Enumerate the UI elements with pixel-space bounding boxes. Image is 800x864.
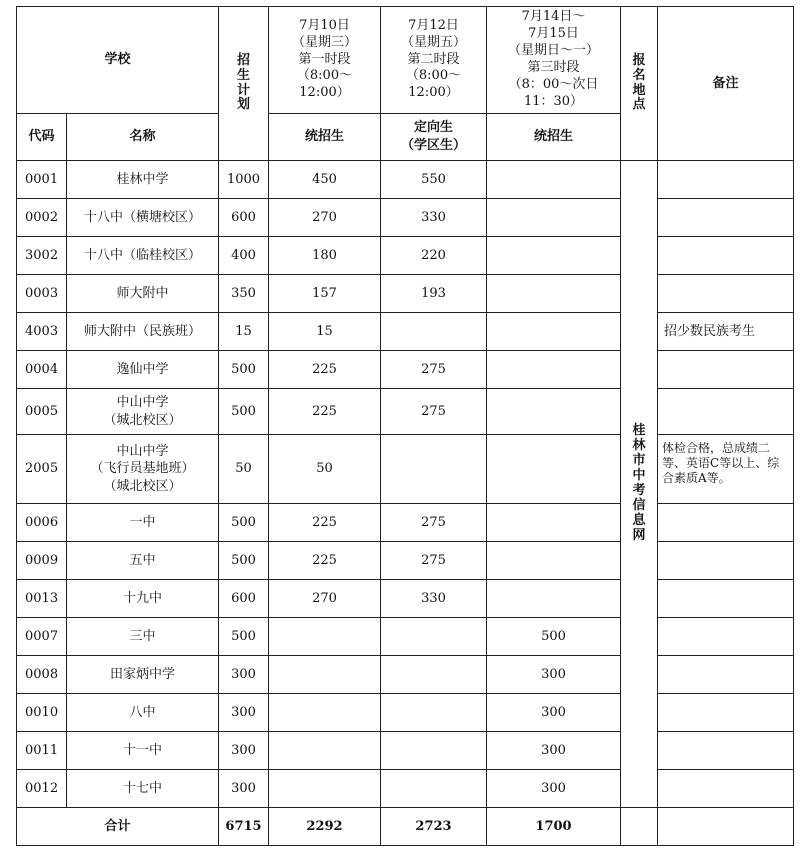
- period-3-value: [487, 542, 621, 580]
- period-2-value: 550: [381, 161, 487, 199]
- school-name: [67, 770, 219, 808]
- school-name-line: 桂林中学: [116, 171, 169, 187]
- remark: [658, 580, 794, 618]
- registration-place-char: 市: [632, 453, 646, 469]
- plan-value: 500: [219, 389, 269, 435]
- table-row: [17, 770, 794, 808]
- registration-place-char: 信: [632, 497, 646, 513]
- remark: [658, 161, 794, 199]
- period-2-value: [381, 618, 487, 656]
- header-place-char: 名: [632, 67, 646, 83]
- header-period-1-line: 12:00）: [299, 85, 350, 101]
- table-row: [17, 435, 794, 504]
- school-name-line: 十七中: [123, 780, 163, 796]
- header-period-1-line: （星期三）: [292, 34, 358, 50]
- header-period-2-line: 7月12日: [408, 17, 459, 33]
- table-row: [17, 656, 794, 694]
- period-3-value: [487, 161, 621, 199]
- total-label: 合计: [17, 808, 219, 846]
- period-1-value: 50: [269, 435, 381, 504]
- period-1-value: 157: [269, 275, 381, 313]
- school-name: [67, 656, 219, 694]
- header-period-3: [487, 7, 621, 114]
- period-2-value: [381, 313, 487, 351]
- registration-place-char: 中: [632, 468, 646, 484]
- header-period-1-line: （8:00～: [296, 68, 353, 84]
- table-row: [17, 275, 794, 313]
- remark: [658, 694, 794, 732]
- school-code: 3002: [17, 237, 67, 275]
- header-period-3-line: 7月14日～: [521, 9, 586, 25]
- total-row: [17, 808, 794, 846]
- school-name: [67, 732, 219, 770]
- table-row: [17, 351, 794, 389]
- table-row: [17, 504, 794, 542]
- plan-value: 500: [219, 351, 269, 389]
- header-plan-char: 计: [237, 82, 251, 98]
- header-plan-char: 招: [237, 52, 251, 68]
- school-name: [67, 275, 219, 313]
- school-code: 2005: [17, 435, 67, 504]
- table-row: [17, 199, 794, 237]
- plan-value: 300: [219, 732, 269, 770]
- remark: [658, 770, 794, 808]
- school-name-line: 十一中: [123, 742, 163, 758]
- school-code: 0002: [17, 199, 67, 237]
- period-1-value: [269, 656, 381, 694]
- header-place-char: 点: [632, 97, 646, 113]
- registration-place-char: 网: [632, 527, 646, 543]
- remark: [658, 237, 794, 275]
- school-code: 0005: [17, 389, 67, 435]
- school-name: [67, 161, 219, 199]
- remark: [658, 504, 794, 542]
- remark: [658, 389, 794, 435]
- total-period-3: 1700: [487, 808, 621, 846]
- header-sub-2: [381, 114, 487, 161]
- period-3-value: 300: [487, 694, 621, 732]
- table-row: [17, 313, 794, 351]
- school-code: 4003: [17, 313, 67, 351]
- period-3-value: 500: [487, 618, 621, 656]
- school-code: 0008: [17, 656, 67, 694]
- school-name: [67, 542, 219, 580]
- period-2-value: 193: [381, 275, 487, 313]
- header-code: 代码: [17, 114, 67, 161]
- period-3-value: [487, 351, 621, 389]
- remark: [658, 199, 794, 237]
- registration-place-char: 考: [632, 483, 646, 498]
- plan-value: 15: [219, 313, 269, 351]
- header-period-2-line: （8:00～: [405, 68, 462, 84]
- period-1-value: 270: [269, 199, 381, 237]
- table-row: [17, 580, 794, 618]
- plan-value: 600: [219, 199, 269, 237]
- header-period-3-line: 7月15日: [528, 26, 579, 42]
- remark: [658, 732, 794, 770]
- plan-value: 600: [219, 580, 269, 618]
- header-period-3-line: 11：30）: [523, 93, 584, 109]
- period-1-value: 225: [269, 504, 381, 542]
- school-name-line: 三中: [129, 628, 156, 644]
- school-name-line: 十八中（临桂校区）: [84, 247, 202, 263]
- school-name: [67, 504, 219, 542]
- school-name-line: 师大附中: [116, 285, 169, 301]
- table-row: [17, 542, 794, 580]
- school-name: [67, 351, 219, 389]
- remark: [658, 656, 794, 694]
- period-2-value: 275: [381, 504, 487, 542]
- plan-value: 300: [219, 656, 269, 694]
- school-code: 0011: [17, 732, 67, 770]
- school-name: [67, 435, 219, 504]
- school-code: 0003: [17, 275, 67, 313]
- total-period-2: 2723: [381, 808, 487, 846]
- school-name: [67, 580, 219, 618]
- period-3-value: 300: [487, 656, 621, 694]
- remark: [658, 542, 794, 580]
- registration-place: [621, 161, 658, 808]
- plan-value: 350: [219, 275, 269, 313]
- period-3-value: [487, 504, 621, 542]
- school-name-line: 十九中: [123, 590, 163, 606]
- header-period-1-line: 第一时段: [298, 51, 351, 67]
- header-sub-2-line: （学区生）: [401, 138, 467, 153]
- period-1-value: [269, 694, 381, 732]
- header-sub-2-line: 定向生: [414, 120, 454, 136]
- total-place: [621, 808, 658, 846]
- school-name-line: 师大附中（民族班）: [84, 323, 202, 339]
- period-2-value: [381, 656, 487, 694]
- school-name-line: （飞行员基地班）: [90, 461, 195, 477]
- remark: 招少数民族考生: [658, 313, 794, 351]
- period-2-value: 275: [381, 389, 487, 435]
- period-3-value: [487, 313, 621, 351]
- header-period-2-line: 第二时段: [407, 51, 460, 67]
- period-2-value: 330: [381, 199, 487, 237]
- plan-value: 50: [219, 435, 269, 504]
- header-plan: [219, 7, 269, 161]
- header-place-char: 报: [632, 52, 646, 68]
- period-2-value: 220: [381, 237, 487, 275]
- school-name: [67, 199, 219, 237]
- header-place: [621, 7, 658, 161]
- period-3-value: [487, 389, 621, 435]
- period-1-value: 225: [269, 542, 381, 580]
- school-code: 0007: [17, 618, 67, 656]
- total-plan: 6715: [219, 808, 269, 846]
- header-plan-char: 划: [237, 97, 251, 113]
- school-code: 0004: [17, 351, 67, 389]
- header-plan-char: 生: [237, 67, 251, 83]
- total-period-1: 2292: [269, 808, 381, 846]
- plan-value: 500: [219, 542, 269, 580]
- remark: [658, 275, 794, 313]
- school-name: [67, 389, 219, 435]
- header-period-2: [381, 7, 487, 114]
- school-name: [67, 618, 219, 656]
- plan-value: 400: [219, 237, 269, 275]
- period-2-value: [381, 732, 487, 770]
- school-name-line: 中山中学: [116, 443, 169, 459]
- period-1-value: [269, 618, 381, 656]
- period-1-value: 450: [269, 161, 381, 199]
- period-3-value: [487, 580, 621, 618]
- school-code: 0006: [17, 504, 67, 542]
- period-3-value: [487, 237, 621, 275]
- remark: 体检合格，总成绩二等、英语C等以上、综合素质A等。: [658, 435, 794, 504]
- period-1-value: 15: [269, 313, 381, 351]
- header-period-3-line: （8：00～次日: [508, 76, 599, 92]
- period-2-value: [381, 694, 487, 732]
- table-row: [17, 161, 794, 199]
- school-name-line: 中山中学: [116, 394, 169, 410]
- period-2-value: [381, 435, 487, 504]
- school-name-line: 八中: [129, 704, 156, 720]
- header-sub-1: 统招生: [269, 114, 381, 161]
- period-1-value: [269, 732, 381, 770]
- school-name-line: 一中: [129, 514, 156, 530]
- enrollment-table: [16, 6, 794, 846]
- table-row: [17, 237, 794, 275]
- plan-value: 500: [219, 504, 269, 542]
- school-name-line: 逸仙中学: [116, 361, 169, 377]
- school-code: 0001: [17, 161, 67, 199]
- header-period-2-line: （星期五）: [401, 34, 467, 50]
- school-name: [67, 237, 219, 275]
- period-3-value: 300: [487, 732, 621, 770]
- period-2-value: [381, 770, 487, 808]
- header-name: 名称: [67, 114, 219, 161]
- school-name: [67, 694, 219, 732]
- remark: [658, 351, 794, 389]
- table-row: [17, 618, 794, 656]
- header-period-3-line: 第三时段: [527, 60, 580, 75]
- registration-place-char: 林: [632, 438, 646, 454]
- table-row: [17, 694, 794, 732]
- plan-value: 1000: [219, 161, 269, 199]
- period-3-value: [487, 199, 621, 237]
- period-3-value: [487, 275, 621, 313]
- remark: [658, 618, 794, 656]
- period-1-value: 225: [269, 351, 381, 389]
- school-code: 0013: [17, 580, 67, 618]
- header-period-3-line: （星期日～一）: [508, 43, 600, 59]
- header-period-1: [269, 7, 381, 114]
- school-name-line: 十八中（横塘校区）: [84, 209, 202, 225]
- period-1-value: [269, 770, 381, 808]
- header-period-2-line: 12:00）: [408, 85, 459, 101]
- school-code: 0010: [17, 694, 67, 732]
- period-2-value: 330: [381, 580, 487, 618]
- header-school: 学校: [17, 7, 219, 114]
- school-name-line: （城北校区）: [103, 478, 182, 494]
- period-1-value: 225: [269, 389, 381, 435]
- school-code: 0012: [17, 770, 67, 808]
- header-remark: 备注: [658, 7, 794, 161]
- total-remark: [658, 808, 794, 846]
- registration-place-char: 息: [632, 512, 646, 528]
- table-row: [17, 732, 794, 770]
- school-name: [67, 313, 219, 351]
- school-name-line: 田家炳中学: [110, 666, 176, 682]
- school-name-line: 五中: [129, 552, 156, 568]
- period-2-value: 275: [381, 351, 487, 389]
- period-2-value: 275: [381, 542, 487, 580]
- plan-value: 300: [219, 694, 269, 732]
- header-period-1-line: 7月10日: [299, 17, 350, 33]
- school-code: 0009: [17, 542, 67, 580]
- plan-value: 300: [219, 770, 269, 808]
- period-3-value: 300: [487, 770, 621, 808]
- school-name-line: （城北校区）: [103, 412, 182, 428]
- period-3-value: [487, 435, 621, 504]
- table-row: [17, 389, 794, 435]
- header-sub-3: 统招生: [487, 114, 621, 161]
- registration-place-char: 桂: [632, 423, 646, 439]
- header-place-char: 地: [632, 82, 646, 98]
- plan-value: 500: [219, 618, 269, 656]
- period-1-value: 270: [269, 580, 381, 618]
- period-1-value: 180: [269, 237, 381, 275]
